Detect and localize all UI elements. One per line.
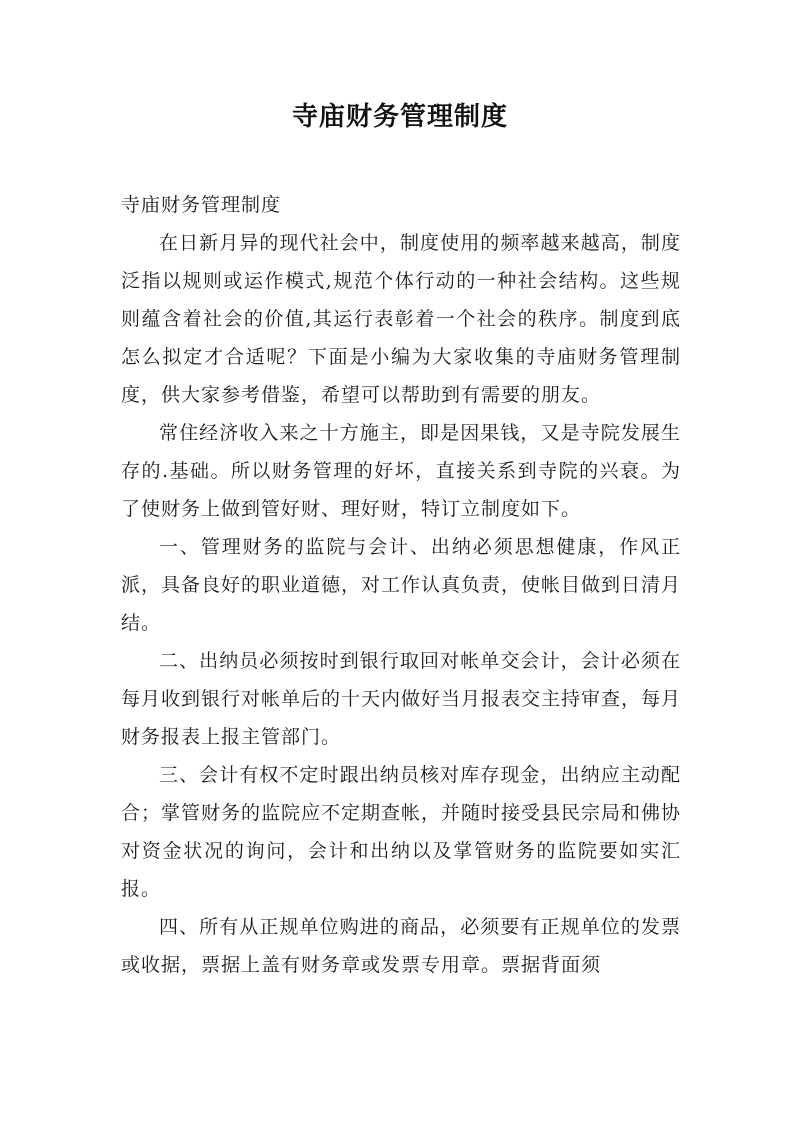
paragraph-rule-1: 一、管理财务的监院与会计、出纳必须思想健康，作风正派，具备良好的职业道德，对工作认真负责，使帐目做到日清月结。	[121, 536, 682, 634]
document-title: 寺庙财务管理制度	[291, 102, 508, 132]
document-subtitle: 寺庙财务管理制度	[121, 194, 282, 216]
paragraph-rule-3: 三、会计有权不定时跟出纳员核对库存现金，出纳应主动配合；掌管财务的监院应不定期查帐，并随时接受县民宗局和佛协对资金状况的询问，会计和出纳以及掌管财务的监院要如实汇报。	[121, 764, 682, 900]
paragraph-rule-2: 二、出纳员必须按时到银行取回对帐单交会计，会计必须在每月收到银行对帐单后的十天内做好当月报表交主持审查，每月财务报表上报主管部门。	[121, 650, 682, 748]
document-body	[121, 186, 681, 984]
paragraph-rule-4: 四、所有从正规单位购进的商品，必须要有正规单位的发票或收据，票据上盖有财务章或发票专用章。票据背面须	[121, 916, 681, 976]
paragraph-intro: 在日新月异的现代社会中，制度使用的频率越来越高，制度泛指以规则或运作模式,规范个体行动的一种社会结构。这些规则蕴含着社会的价值,其运行表彰着一个社会的秩序。制度到底怎么拟定才合适呢？下面是小编为大家收集的寺庙财务管理制度，供大家参考借鉴，希望可以帮助到有需要的朋友。	[121, 232, 681, 406]
paragraph-background: 常住经济收入来之十方施主，即是因果钱，又是寺院发展生存的.基础。所以财务管理的好坏，直接关系到寺院的兴衰。为了使财务上做到管好财、理好财，特订立制度如下。	[121, 422, 681, 520]
